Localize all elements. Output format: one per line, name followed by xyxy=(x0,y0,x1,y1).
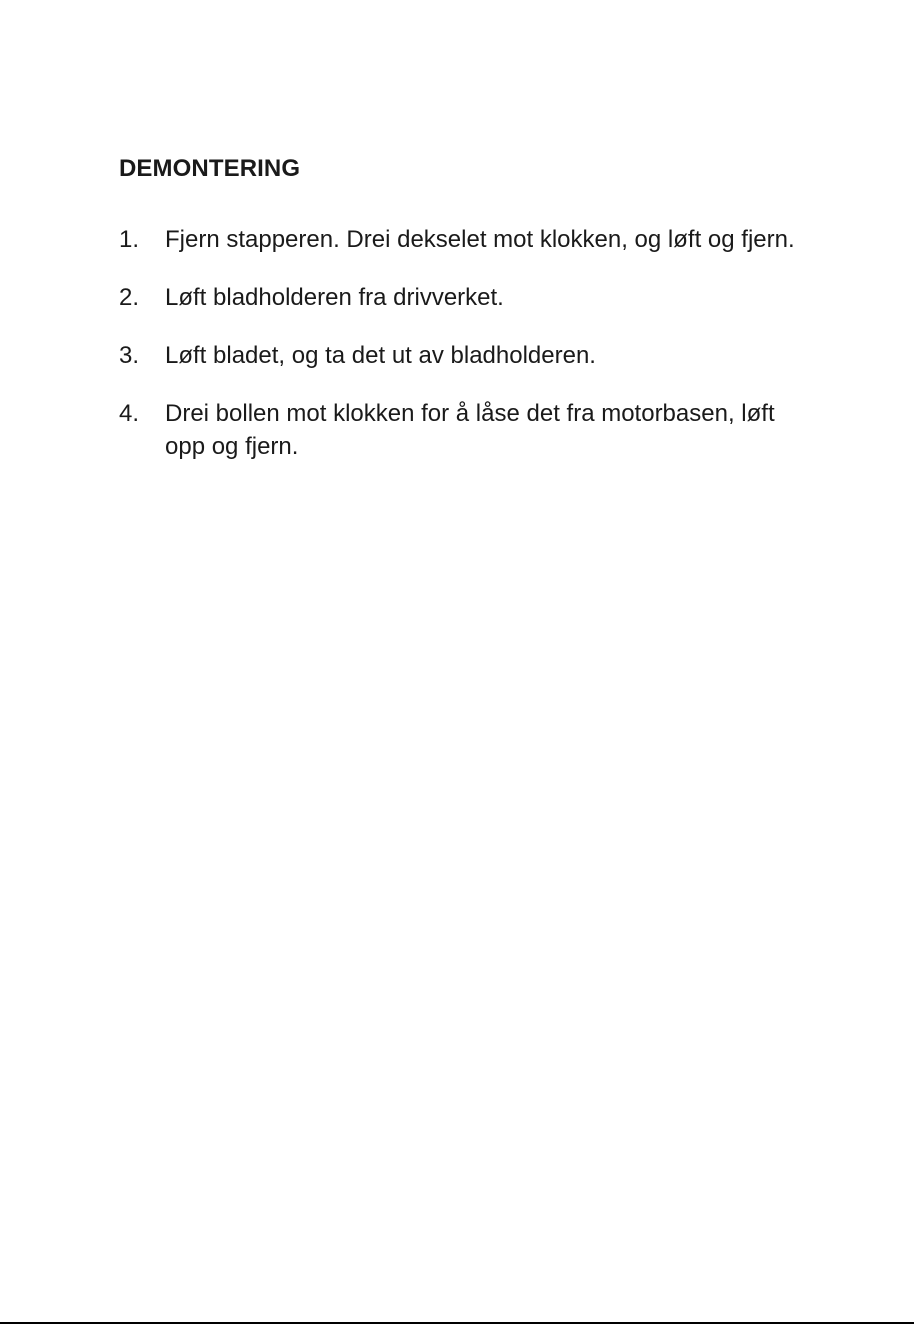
list-item xyxy=(119,397,819,463)
step-text: Fjern stapperen. Drei dekselet mot klokken, og løft og fjern. xyxy=(165,226,795,253)
instruction-list xyxy=(119,223,819,463)
section-title: DEMONTERING xyxy=(119,155,301,182)
step-number: 1. xyxy=(119,226,140,253)
list-item xyxy=(119,339,819,372)
step-text: Løft bladholderen fra drivverket. xyxy=(165,284,504,311)
step-text: Drei bollen mot klokken for å låse det fra motorbasen, løft opp og fjern. xyxy=(165,400,775,460)
step-number: 3. xyxy=(119,342,140,369)
step-number: 4. xyxy=(119,400,140,427)
step-number: 2. xyxy=(119,284,140,311)
list-item xyxy=(119,281,819,314)
step-text: Løft bladet, og ta det ut av bladholderen. xyxy=(165,342,596,369)
list-item xyxy=(119,223,819,256)
